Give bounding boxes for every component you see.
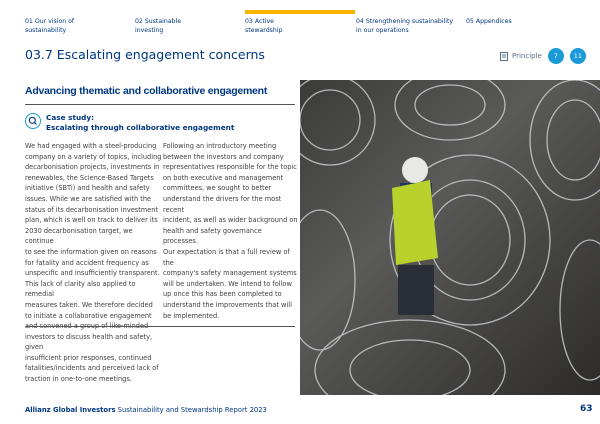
nav-tab-appendices[interactable]: 05 Appendices — [466, 18, 512, 25]
section-heading: Advancing thematic and collaborative engagement — [25, 85, 268, 97]
search-icon — [25, 113, 41, 129]
nav-tab-sustainable-investing[interactable]: 02 Sustainable investing — [135, 18, 182, 34]
body-right-column: Following an introductory meeting between the investors and company representatives responsible for the topic on both executive and management committees, we sought to better understand the drivers for the most recent incident, as well as wider background on health and safety governance processes. Our expectation is that a full review of the company's safety management systems will be undertaken. We intend to follow up once this has been completed to understand the improvements that will be implemented. — [163, 142, 298, 320]
nav-tab-operations[interactable]: 04 Strengthening sustainability in our operations — [356, 18, 454, 34]
nav-tab-active-stewardship[interactable]: 03 Active stewardship — [245, 18, 283, 34]
document-icon — [500, 52, 508, 61]
nav-tab-vision[interactable]: 01 Our vision of sustainability — [25, 18, 75, 34]
principle-badge-7[interactable]: 7 — [548, 48, 564, 64]
footer: Allianz Global Investors Sustainability and Stewardship Report 2023 — [25, 406, 267, 414]
active-section-indicator — [245, 10, 355, 14]
principles — [500, 48, 586, 64]
principle-badge-11[interactable]: 11 — [570, 48, 586, 64]
page-title: 03.7 Escalating engagement concerns — [25, 47, 265, 62]
steel-coils-photo — [300, 80, 600, 395]
divider — [25, 326, 295, 327]
principle-label: Principle — [512, 52, 542, 60]
divider — [25, 104, 295, 105]
body-left-column: We had engaged with a steel-producing company on a variety of topics, including decarbonisation projects, investments in renewables, the Science-Based Targets initiative (SBTi) and health and safety issues. While we are satisfied with the status of its decarbonisation investment plan, which is well on track to deliver its 2030 decarbonisation target, we continue to see the information given on reasons for fatality and accident frequency as unspecific and insufficiently transparent. This lack of clarity also applied to remedial measures taken. We therefore decided to initiate a collaborative engagement investors to discuss health and safety, given insufficient prior responses, continued fatalities/incidents and perceived lack of traction in one-to-one meetings. — [25, 142, 162, 384]
page-number: 63 — [580, 404, 593, 414]
case-study-title: Case study: Escalating through collaborative engagement — [46, 113, 235, 132]
